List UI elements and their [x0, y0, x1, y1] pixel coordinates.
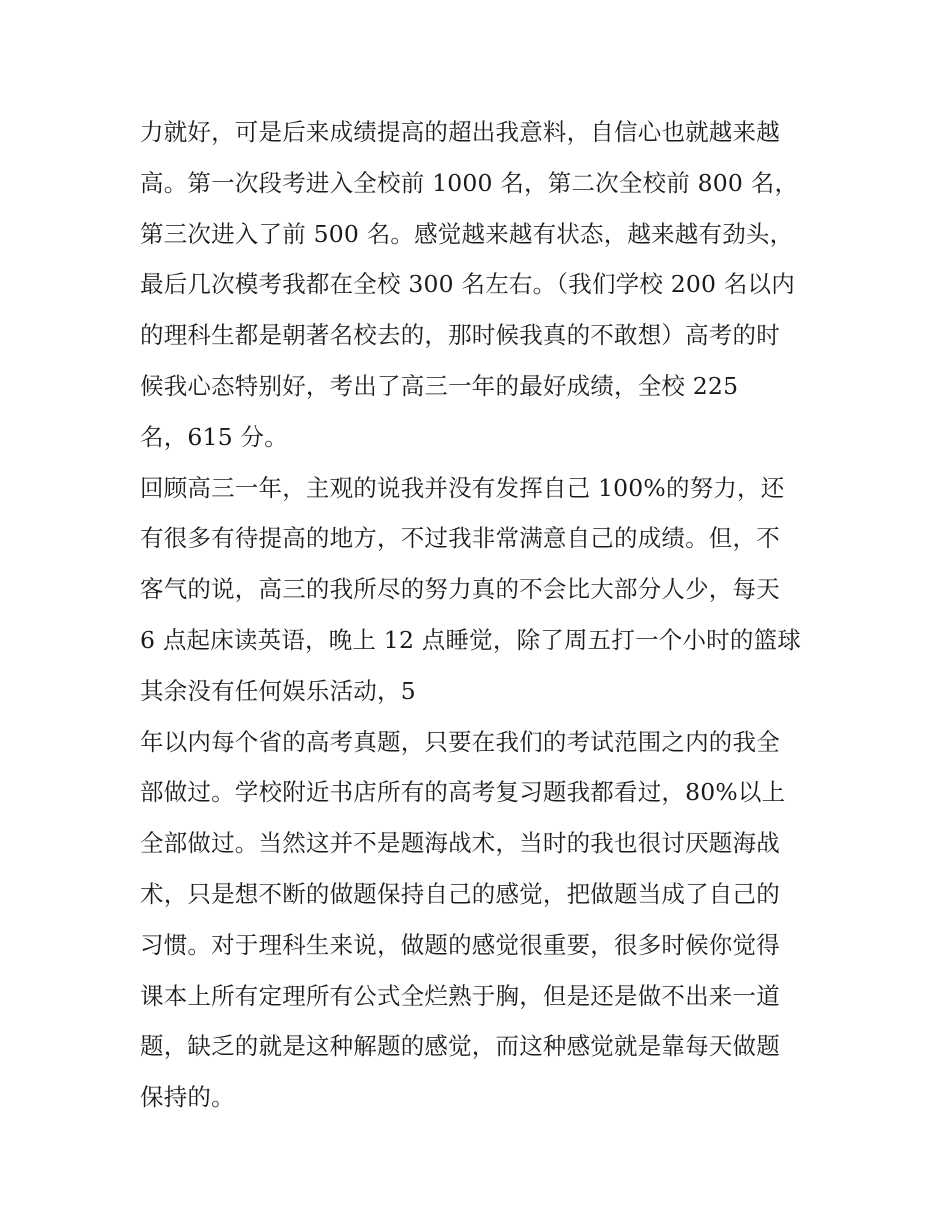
text-line: 6 点起床读英语，晚上 12 点睡觉，除了周五打一个小时的篮球 [140, 625, 801, 654]
text-line: 部做过。学校附近书店所有的高考复习题我都看过，80%以上 [140, 778, 786, 807]
text-line: 有很多有待提高的地方，不过我非常满意自己的成绩。但，不 [140, 524, 780, 553]
text-line: 最后几次模考我都在全校 300 名左右。（我们学校 200 名以内 [140, 270, 795, 299]
text-line: 习惯。对于理科生来说，做题的感觉很重要，很多时候你觉得 [140, 930, 780, 959]
text-line: 高。第一次段考进入全校前 1000 名，第二次全校前 800 名， [140, 168, 799, 197]
text-line: 名，615 分。 [140, 422, 288, 451]
text-line: 年以内每个省的高考真题，只要在我们的考试范围之内的我全 [140, 727, 780, 756]
text-line: 其余没有任何娱乐活动，5 [140, 676, 416, 705]
text-line: 力就好，可是后来成绩提高的超出我意料，自信心也就越来越 [140, 118, 780, 146]
text-line: 保持的。 [140, 1083, 235, 1112]
text-line: 回顾高三一年，主观的说我并没有发挥自己 100%的努力，还 [140, 473, 785, 502]
text-line: 题，缺乏的就是这种解题的感觉，而这种感觉就是靠每天做题 [140, 1032, 780, 1061]
body-text [140, 107, 820, 1123]
text-line: 的理科生都是朝著名校去的，那时候我真的不敢想）高考的时 [140, 321, 780, 350]
text-line: 术，只是想不断的做题保持自己的感觉，把做题当成了自己的 [140, 879, 780, 908]
text-line: 全部做过。当然这并不是题海战术，当时的我也很讨厌题海战 [140, 829, 780, 858]
text-line: 第三次进入了前 500 名。感觉越来越有状态，越来越有劲头， [140, 219, 794, 248]
text-line: 客气的说，高三的我所尽的努力真的不会比大部分人少，每天 [140, 575, 780, 604]
text-line: 课本上所有定理所有公式全烂熟于胸，但是还是做不出来一道 [140, 981, 780, 1010]
text-line: 候我心态特别好，考出了高三一年的最好成绩，全校 225 [140, 371, 739, 400]
